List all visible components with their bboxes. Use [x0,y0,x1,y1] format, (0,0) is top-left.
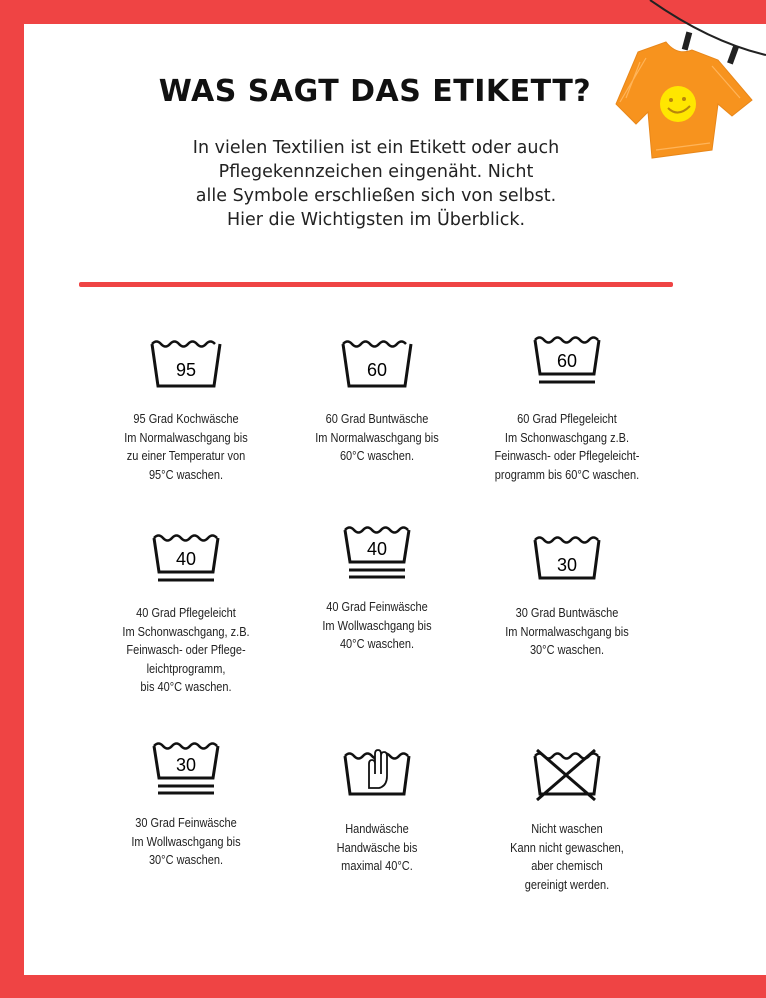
wash-30-icon [529,526,605,596]
intro-line: Hier die Wichtigsten im Überblick. [226,210,526,230]
caption-line: Im Wollwaschgang bis [322,618,432,633]
care-symbol-card [467,332,667,484]
care-symbol-caption [98,814,274,870]
intro-line: In vielen Textilien ist ein Etikett oder auch [192,138,560,158]
care-symbol-card [86,736,286,870]
caption-title: 40 Grad Pflegeleicht [136,606,236,620]
caption-line: Im Schonwaschgang z.B. [504,430,630,445]
wash-95-icon [148,332,224,402]
care-symbol-card [86,526,286,697]
wash-30-wool-icon [148,736,224,812]
section-divider [79,282,673,287]
caption-line: Im Normalwaschgang bis [124,430,248,445]
caption-line: 60°C waschen. [339,449,415,463]
caption-line: Feinwasch- oder Pflege- [126,643,246,657]
caption-line: 30°C waschen. [148,853,224,867]
care-symbol-caption [479,604,655,660]
caption-line: Kann nicht gewaschen, [510,840,624,855]
hand-wash-icon [339,742,415,812]
wash-temperature: 60 [556,351,578,371]
care-symbol-card [467,742,667,894]
caption-line: Im Normalwaschgang bis [315,430,439,445]
caption-line: programm bis 60°C waschen. [494,467,640,482]
intro-line: alle Symbole erschließen sich von selbst. [195,186,557,206]
frame-left-border [0,0,24,998]
wash-60-icon [339,332,415,402]
caption-title: Handwäsche [345,822,409,836]
wash-temperature: 40 [366,539,388,559]
wash-40-gentle-icon [148,526,224,596]
wash-temperature: 40 [175,549,197,569]
caption-line: zu einer Temperatur von [126,449,246,463]
caption-title: 95 Grad Kochwäsche [133,412,239,426]
intro-line: Pflegekennzeichen eingenäht. Nicht [218,162,534,182]
caption-line: aber chemisch [531,859,603,873]
care-symbol-card [86,332,286,484]
caption-line: Im Normalwaschgang bis [505,624,629,639]
care-symbol-caption [98,604,274,697]
page-title: WAS SAGT DAS ETIKETT? [158,74,592,109]
care-symbol-caption [479,410,655,484]
caption-line: leichtprogramm, [146,661,226,676]
caption-line: gereinigt werden. [524,877,610,892]
care-symbol-caption [289,410,465,466]
caption-line: bis 40°C waschen. [140,680,232,694]
care-symbol-caption [98,410,274,484]
do-not-wash-icon [529,742,605,812]
caption-line: maximal 40°C. [341,859,413,873]
caption-title: 60 Grad Buntwäsche [325,412,429,426]
care-symbol-caption [289,598,465,654]
care-symbol-caption [479,820,655,894]
caption-title: 30 Grad Feinwäsche [135,816,237,830]
care-symbol-caption [289,820,465,876]
wash-temperature: 60 [366,360,388,380]
intro-text [130,136,622,232]
caption-title: 60 Grad Pflegeleicht [517,412,617,426]
wash-40-wool-icon [339,520,415,596]
care-symbol-card [277,520,477,654]
caption-line: Im Wollwaschgang bis [131,834,241,849]
care-symbol-card [277,332,477,466]
caption-line: 95°C waschen. [148,467,224,482]
frame-bottom-border [0,975,766,998]
caption-title: 40 Grad Feinwäsche [326,600,428,614]
caption-line: 40°C waschen. [339,637,415,651]
caption-line: Feinwasch- oder Pflegeleicht- [494,449,640,463]
caption-title: 30 Grad Buntwäsche [515,606,619,620]
caption-line: Handwäsche bis [336,840,418,855]
caption-line: Im Schonwaschgang, z.B. [122,624,250,639]
wash-temperature: 30 [175,755,197,775]
wash-temperature: 95 [175,360,197,380]
caption-line: 30°C waschen. [529,643,605,657]
wash-temperature: 30 [556,555,578,575]
care-symbol-card [277,742,477,876]
care-symbol-card [467,526,667,660]
caption-title: Nicht waschen [531,822,603,836]
wash-60-gentle-icon [529,332,605,402]
